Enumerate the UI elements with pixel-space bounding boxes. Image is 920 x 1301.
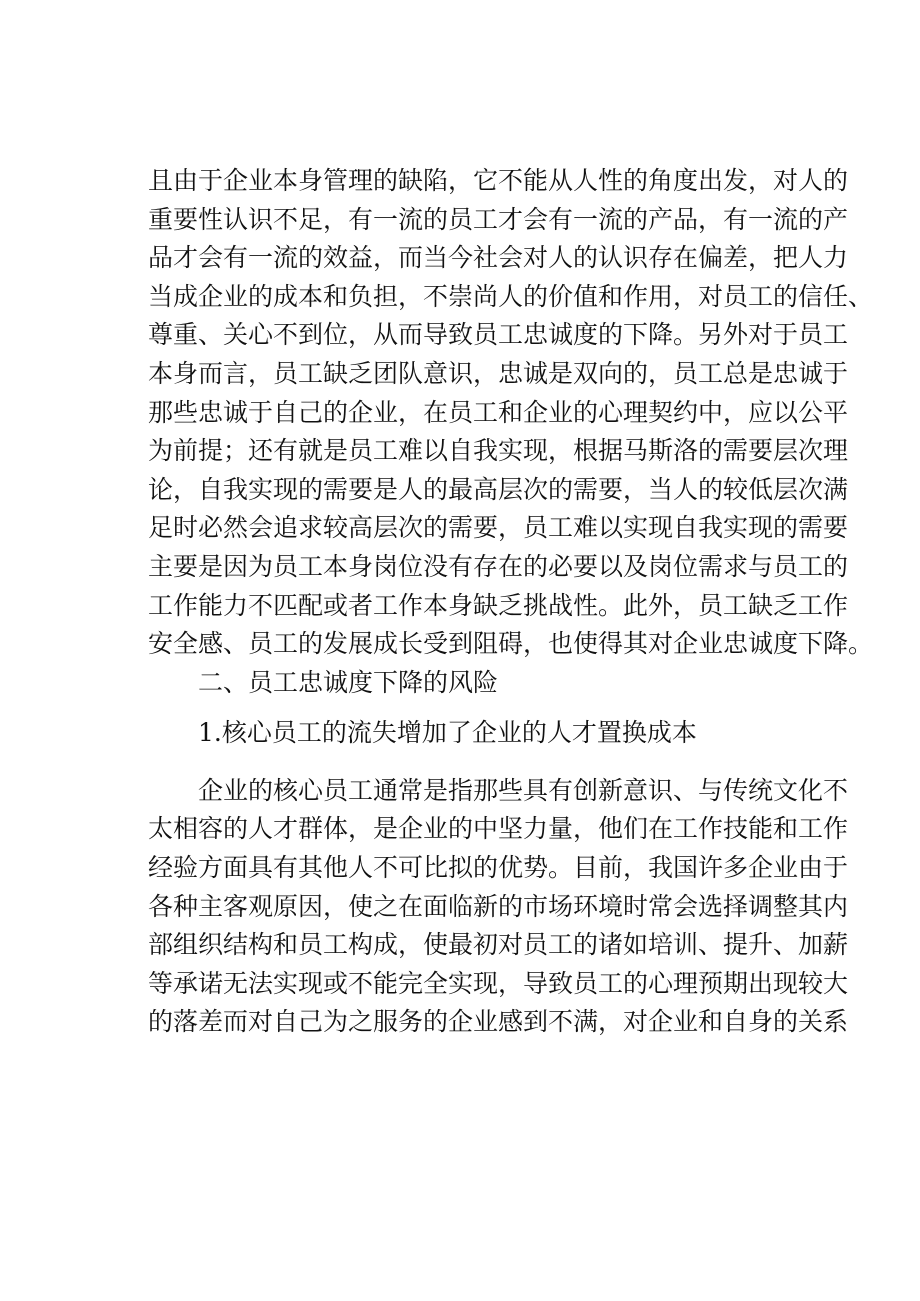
paragraph bbox=[148, 162, 874, 664]
text-line: 重要性认识不足，有一流的员工才会有一流的产品，有一流的产 bbox=[148, 204, 849, 234]
document-body bbox=[148, 162, 874, 1042]
text-line: 当成企业的成本和负担，不崇尚人的价值和作用，对员工的信任、 bbox=[148, 281, 874, 311]
text-line: 等承诺无法实现或不能完全实现，导致员工的心理预期出现较大 bbox=[148, 968, 849, 998]
text-line: 主要是因为员工本身岗位没有存在的必要以及岗位需求与员工的 bbox=[148, 551, 849, 581]
text-line: 各种主客观原因，使之在面临新的市场环境时常会选择调整其内 bbox=[148, 891, 849, 921]
text-line: 太相容的人才群体，是企业的中坚力量，他们在工作技能和工作 bbox=[148, 814, 849, 844]
text-line: 经验方面具有其他人不可比拟的优势。目前，我国许多企业由于 bbox=[148, 852, 849, 882]
text-line: 部组织结构和员工构成，使最初对员工的诸如培训、提升、加薪 bbox=[148, 930, 849, 960]
text-line: 的落差而对自己为之服务的企业感到不满，对企业和自身的关系 bbox=[148, 1007, 849, 1037]
subsection-heading: 1.核心员工的流失增加了企业的人才置换成本 bbox=[198, 717, 697, 747]
text-line: 那些忠诚于自己的企业，在员工和企业的心理契约中，应以公平 bbox=[148, 397, 849, 427]
text-line: 工作能力不匹配或者工作本身缺乏挑战性。此外，员工缺乏工作 bbox=[148, 590, 849, 620]
text-line: 且由于企业本身管理的缺陷，它不能从人性的角度出发，对人的 bbox=[148, 166, 849, 195]
text-line: 尊重、关心不到位，从而导致员工忠诚度的下降。另外对于员工 bbox=[148, 320, 849, 350]
text-line: 本身而言，员工缺乏团队意识，忠诚是双向的，员工总是忠诚于 bbox=[148, 358, 849, 388]
text-line: 安全感、员工的发展成长受到阻碍，也使得其对企业忠诚度下降。 bbox=[148, 629, 874, 659]
section-heading: 二、员工忠诚度下降的风险 bbox=[198, 667, 499, 697]
text-line: 品才会有一流的效益，而当今社会对人的认识存在偏差，把人力 bbox=[148, 243, 849, 273]
text-line: 为前提；还有就是员工难以自我实现，根据马斯洛的需要层次理 bbox=[148, 436, 849, 466]
text-line: 论，自我实现的需要是人的最高层次的需要，当人的较低层次满 bbox=[148, 474, 849, 504]
text-line: 足时必然会追求较高层次的需要，员工难以实现自我实现的需要 bbox=[148, 513, 849, 543]
paragraph bbox=[148, 772, 849, 1042]
text-line: 企业的核心员工通常是指那些具有创新意识、与传统文化不 bbox=[198, 775, 849, 805]
